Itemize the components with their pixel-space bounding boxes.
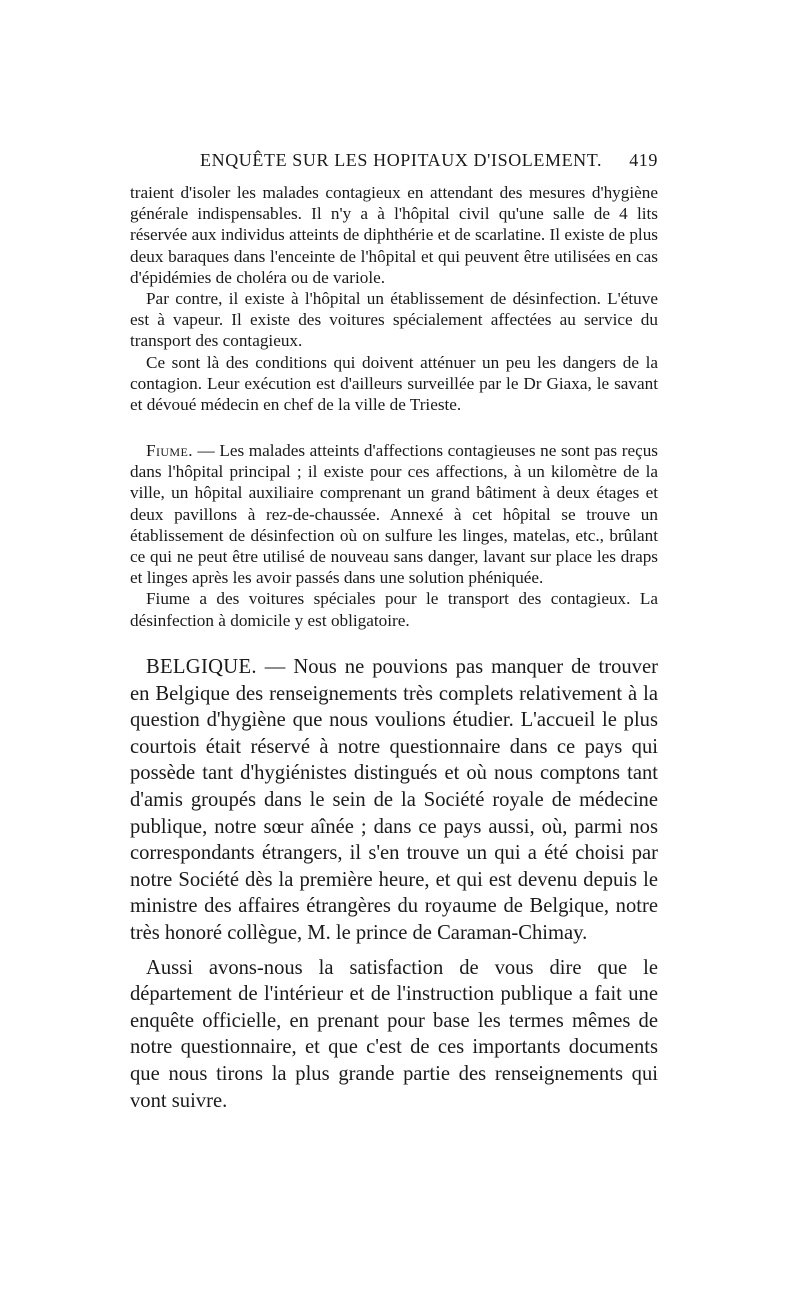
trieste-paragraph-3: Ce sont là des conditions qui doivent atténuer un peu les dangers de la contagion. Leur exécution est d'ailleurs surveillée par le Dr Giaxa, le savant et dévoué médecin en chef de la ville de Trieste. bbox=[130, 352, 658, 415]
fiume-section bbox=[130, 440, 658, 631]
belgique-paragraph-2: Aussi avons-nous la satisfaction de vous dire que le département de l'intérieur et de l'instruction publique a fait une enquête officielle, en prenant pour base les termes mêmes de notre questionnaire, et que c'est de ces importants documents que nous tirons la plus grande partie des renseignements qui vont suivre. bbox=[130, 956, 658, 1112]
belgique-paragraph-1-text: — Nous ne pouvions pas manquer de trouver en Belgique des renseignements très complets relativement à la question d'hygiène que nous voulions étudier. L'accueil le plus courtois était réservé à notre questionnaire dans ce pays qui possède tant d'hygiénistes distingués et où nous comptons tant d'amis groupés dans le sein de la Société royale de médecine publique, notre sœur aînée ; dans ce pays aussi, où, parmi nos correspondants étrangers, il s'en trouve un qui a été choisi par notre Société dès la première heure, et qui est devenu depuis le ministre des affaires étrangères du royaume de Belgique, notre très honoré collègue, M. le prince de Caraman-Chimay. bbox=[130, 656, 658, 944]
page-number: 419 bbox=[629, 150, 658, 170]
trieste-section bbox=[130, 182, 658, 415]
belgique-paragraph-1 bbox=[130, 654, 658, 947]
trieste-paragraph-2: Par contre, il existe à l'hôpital un établissement de désinfection. L'étuve est à vapeur. Il existe des voitures spécialement affectées au service du transport des contagieux. bbox=[130, 289, 658, 351]
fiume-heading: Fiume. bbox=[146, 441, 193, 460]
fiume-paragraph-1 bbox=[130, 440, 658, 588]
belgique-section bbox=[130, 654, 658, 1114]
belgique-heading: BELGIQUE. bbox=[146, 656, 257, 678]
running-head bbox=[130, 150, 658, 180]
fiume-paragraph-2: Fiume a des voitures spéciales pour le transport des contagieux. La désinfection à domicile y est obligatoire. bbox=[130, 589, 658, 630]
trieste-paragraph-1: traient d'isoler les malades contagieux en attendant des mesures d'hygiène générale indispensables. Il n'y a à l'hôpital civil qu'une salle de 4 lits réservée aux individus atteints de diphthérie et de scarlatine. Il existe de plus deux baraques dans l'enceinte de l'hôpital et qui peuvent être utilisées en cas d'épidémies de choléra ou de variole. bbox=[130, 183, 658, 287]
running-title: ENQUÊTE SUR LES HOPITAUX D'ISOLEMENT. bbox=[200, 150, 603, 170]
fiume-paragraph-1-text: — Les malades atteints d'affections contagieuses ne sont pas reçus dans l'hôpital principal ; il existe pour ces affections, à un kilomètre de la ville, un hôpital auxiliaire comprenant un grand bâtiment à deux étages et deux pavillons à rez-de-chaussée. Annexé à cet hôpital se trouve un établissement de désinfection où on sulfure les linges, matelas, etc., brûlant ce qui ne peut être utilisé de nouveau sans danger, lavant sur place les draps et linges après les avoir passés dans une solution phéniquée. bbox=[130, 441, 658, 588]
